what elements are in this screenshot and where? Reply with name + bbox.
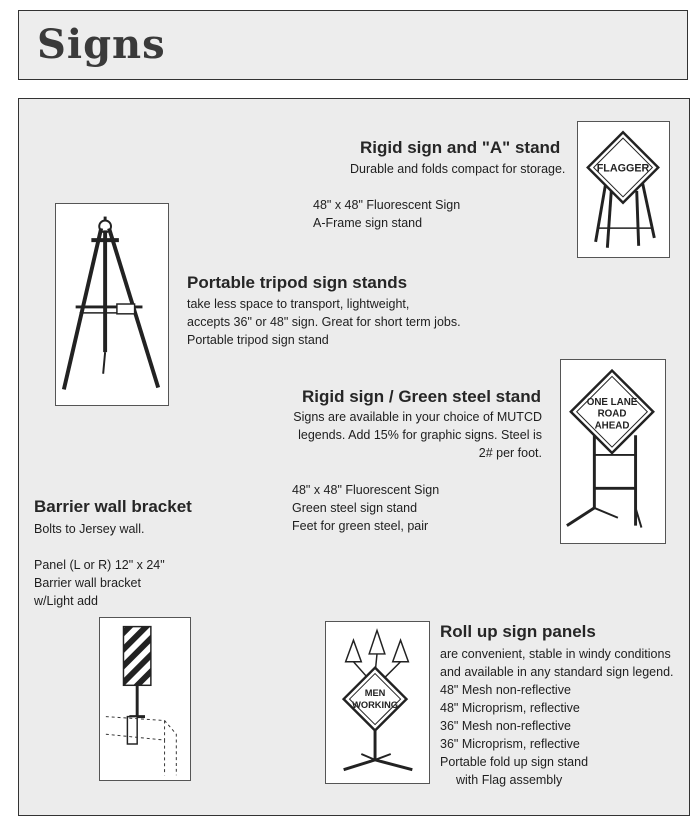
road-legend: ROAD (597, 408, 627, 420)
roll-up-sign-image (325, 621, 430, 784)
one-lane-legend: ONE LANE (586, 396, 638, 408)
roll-up-line: are convenient, stable in windy conditions (440, 647, 671, 661)
barrier-bracket-image (99, 617, 191, 781)
green-steel-line: 2# per foot. (478, 446, 542, 460)
rigid-a-stand-item: A-Frame sign stand (313, 216, 423, 230)
barrier-item: Panel (L or R) 12" x 24" (34, 558, 165, 572)
green-steel-sign-image (560, 359, 666, 544)
green-steel-sign-drawing (561, 360, 665, 543)
roll-up-item: with Flag assembly (456, 773, 563, 787)
barrier-item: w/Light add (34, 594, 98, 608)
rigid-a-stand-description: Durable and folds compact for storage. (350, 162, 566, 176)
green-steel-item: 48" x 48" Fluorescent Sign (292, 483, 440, 497)
working-legend: WORKING (352, 699, 399, 710)
barrier-description: Bolts to Jersey wall. (34, 522, 145, 536)
tripod-line: Portable tripod sign stand (187, 333, 329, 347)
title-banner (18, 10, 688, 80)
tripod-heading: Portable tripod sign stands (187, 273, 408, 292)
men-legend: MEN (364, 688, 386, 699)
roll-up-item: 36" Microprism, reflective (440, 737, 580, 751)
roll-up-item: 48" Mesh non-reflective (440, 683, 571, 697)
tripod-line: take less space to transport, lightweight, (187, 297, 410, 311)
roll-up-line: and available in any standard sign legend. (440, 665, 674, 679)
a-frame-sign-drawing (578, 122, 669, 257)
green-steel-heading: Rigid sign / Green steel stand (302, 387, 541, 406)
roll-up-item: 36" Mesh non-reflective (440, 719, 571, 733)
rigid-a-stand-item: 48" x 48" Fluorescent Sign (313, 198, 461, 212)
green-steel-line: legends. Add 15% for graphic signs. Steel is (298, 428, 542, 442)
tripod-line: accepts 36" or 48" sign. Great for short term jobs. (187, 315, 461, 329)
roll-up-item: 48" Microprism, reflective (440, 701, 580, 715)
tripod-stand-drawing (56, 204, 168, 405)
tripod-stand-image (55, 203, 169, 406)
barrier-bracket-drawing (100, 618, 190, 780)
green-steel-line: Signs are available in your choice of MUTCD (293, 410, 542, 424)
rigid-a-stand-heading: Rigid sign and "A" stand (360, 138, 561, 157)
green-steel-item: Feet for green steel, pair (292, 519, 429, 533)
page-title: Signs (37, 21, 166, 68)
roll-up-sign-drawing (326, 622, 429, 783)
roll-up-item: Portable fold up sign stand (440, 755, 589, 769)
barrier-heading: Barrier wall bracket (34, 497, 192, 516)
roll-up-heading: Roll up sign panels (440, 622, 596, 641)
barrier-item: Barrier wall bracket (34, 576, 141, 590)
green-steel-item: Green steel sign stand (292, 501, 418, 515)
a-frame-sign-image (577, 121, 670, 258)
flagger-legend: FLAGGER (596, 162, 650, 175)
ahead-legend: AHEAD (594, 420, 630, 432)
